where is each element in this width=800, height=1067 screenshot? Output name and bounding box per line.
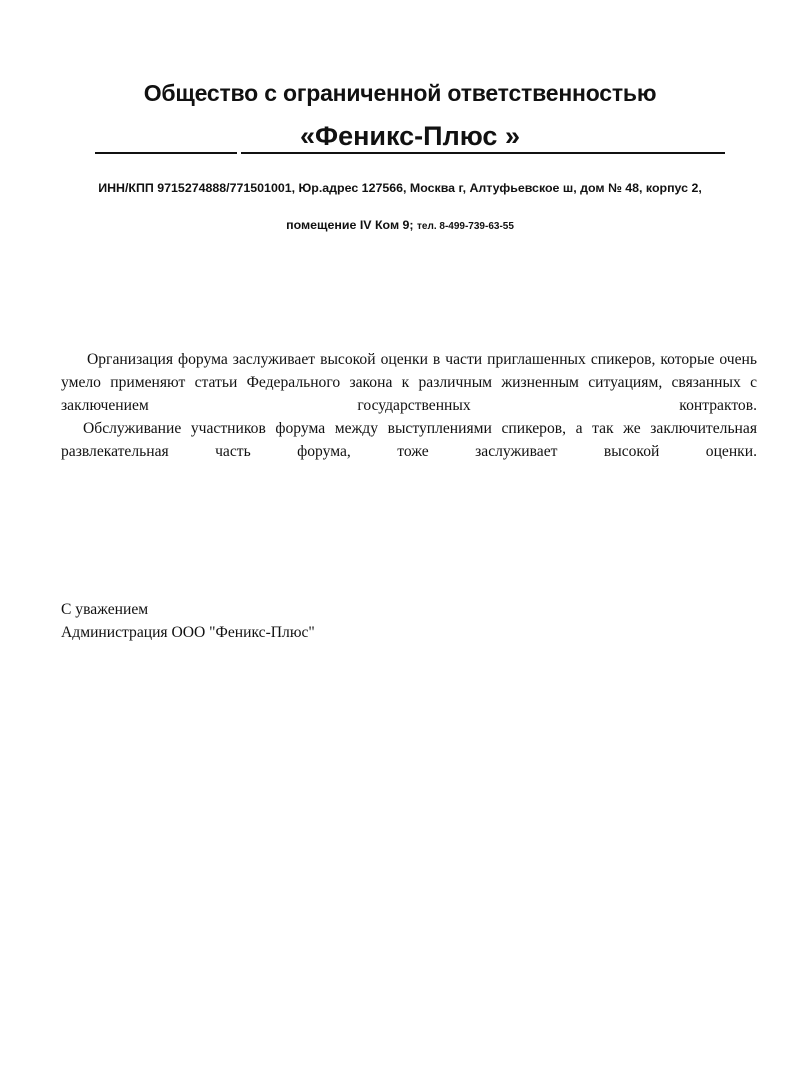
- address-line: [0, 218, 800, 232]
- org-legal-form: Общество с ограниченной ответственностью: [143, 80, 657, 106]
- closing-block: [61, 598, 315, 644]
- paragraph-2: Обслуживание участников форума между выступлениями спикеров, а так же заключительная развлекательная часть форума, тоже заслуживает высокой оценки.: [61, 420, 757, 460]
- company-requisites: ИНН/КПП 9715274888/771501001, Юр.адрес 127566, Москва г, Алтуфьевское ш, дом № 48, корпус 2,: [98, 181, 702, 195]
- premises: помещение IV Ком 9;: [286, 218, 414, 232]
- company-name-wrapper: [95, 121, 725, 152]
- signature: Администрация ООО "Феникс-Плюс": [61, 624, 315, 641]
- closing-phrase: С уважением: [61, 601, 149, 618]
- paragraph-1: Организация форума заслуживает высокой оценки в части приглашенных спикеров, которые очень умело применяют статьи Федерального закона к различным жизненным ситуациям, связанных с заключением государственных контрактов.: [61, 351, 757, 414]
- underline-rule: [95, 152, 725, 154]
- company-name: «Феникс-Плюс »: [290, 121, 530, 151]
- company-name-block: [95, 118, 725, 158]
- phone-number: тел. 8-499-739-63-55: [417, 221, 514, 232]
- letter-body: [61, 348, 757, 463]
